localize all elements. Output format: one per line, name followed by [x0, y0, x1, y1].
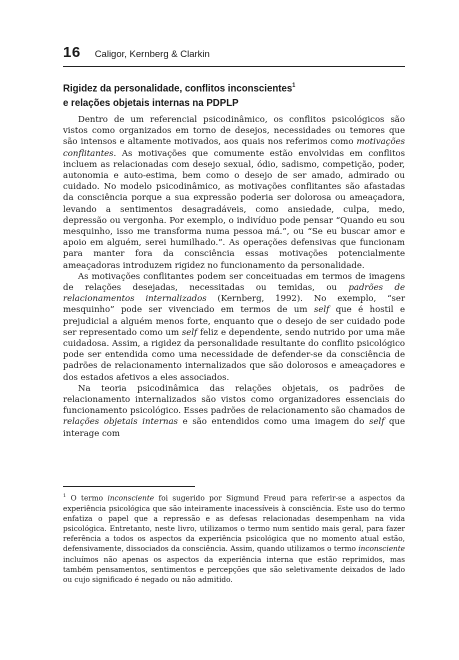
text-run: Dentro de um referencial psicodinâmico, os conflitos psicológicos são vistos como organizados em torno de desejos, necessidades ou temores que são intensos e altamente motivados, aos quais nos referimos como [63, 115, 405, 148]
text-run: incluímos não apenas os aspectos da experiência interna que estão reprimidos, mas também pensamentos, sentimentos e percepções que são seletivamente deixados de lado ou cujo significado é negado ou não admitido. [63, 554, 405, 585]
text-run: As motivações conflitantes podem ser conceituadas em termos de imagens de relações desejadas, necessitadas ou temidas, ou [63, 271, 405, 294]
header-rule [63, 66, 405, 67]
text-run: O termo [66, 493, 108, 503]
section-title-line1: Rigidez da personalidade, conflitos inconscientes [63, 82, 293, 95]
paragraph-1 [63, 115, 405, 272]
italic-term: inconsciente [107, 493, 155, 503]
italic-term: inconsciente [358, 544, 405, 554]
text-run: (Kernberg, 1992). No exemplo, “ser mesquinho” pode ser vivenciado em termos de um [63, 294, 406, 316]
running-head: Caligor, Kernberg & Clarkin [94, 49, 210, 60]
italic-term: self [313, 305, 330, 316]
italic-term: self [369, 417, 385, 428]
text-run: que interage com [63, 417, 405, 439]
section-title-line2: e relações objetais internas na PDPLP [63, 96, 239, 109]
section-title [63, 79, 378, 110]
paragraph-2 [63, 272, 405, 384]
text-run: Na teoria psicodinâmica das relações objetais, os padrões de relacionamento internalizados são vistos como organizadores essenciais do funcionamento psicológico. Esses padrões de relacionamento são chamados de [63, 383, 405, 417]
text-run: e são entendidos como uma imagem do [177, 417, 370, 428]
italic-term: padrões de relacionamentos internalizados [63, 283, 405, 305]
text-run: que é hostil e prejudicial a alguém menos forte, enquanto que o desejo de ser cuidado pode ser representado como um [63, 305, 405, 338]
page-header [63, 44, 405, 66]
text-run: feliz e dependente, sendo nutrido por uma mãe cuidadosa. Assim, a rigidez da personalidade resultante do conflito psicológico pode ser entendida como uma necessidade de defender-se da consciência de padrões de relacionamento internalizados que são dolorosos e ameaçadores e dos estados afetivos a eles associados. [63, 327, 405, 383]
footnote-rule [63, 486, 195, 487]
page-number: 16 [63, 44, 81, 61]
footnote [63, 491, 405, 585]
text-run: . As motivações que comumente estão envolvidas em conflitos incluem as relacionadas com desejo sexual, ódio, sadismo, competição, poder, autonomia e auto-estima, bem como o desejo de ser amado, admirado ou cuidado. No modelo psicodinâmico, as motivações conflitantes são afastadas da consciência porque a sua expressão poderia ser dolorosa ou ameaçadora, levando a sentimentos desagradáveis, como ansiedade, culpa, medo, depressão ou vergonha. Por exemplo, o indivíduo pode pensar “Quando eu sou mesquinho, isso me transforma numa pessoa má.”, ou “Se eu buscar amor e apoio em alguém, serei humilhado.”. As operações defensivas que funcionam para manter fora da consciência essas motivações potencialmente ameaçadoras introduzem rigidez no funcionamento da personalidade. [63, 148, 405, 271]
italic-term: relações objetais internas [63, 417, 178, 428]
text-run: foi sugerido por Sigmund Freud para referir-se a aspectos da experiência psicológica que são inteiramente inacessíveis à consciência. Este uso do termo enfatiza o papel que a repressão e as defesas relacionadas desempenham na vida psicológica. Entretanto, neste livro, utilizamos o termo num sentido mais geral, para fazer referência a todos os aspectos da experiência psicológica que no momento atual estão, defensivamente, dissociados da consciência. Assim, quando utilizamos o termo [63, 493, 405, 554]
italic-term: motivações conflitantes [63, 137, 405, 159]
footnote-marker: 1 [63, 493, 67, 499]
paragraph-3 [63, 384, 405, 440]
footnote-reference: 1 [292, 83, 296, 89]
body-text [63, 115, 405, 440]
italic-term: self [181, 327, 198, 338]
